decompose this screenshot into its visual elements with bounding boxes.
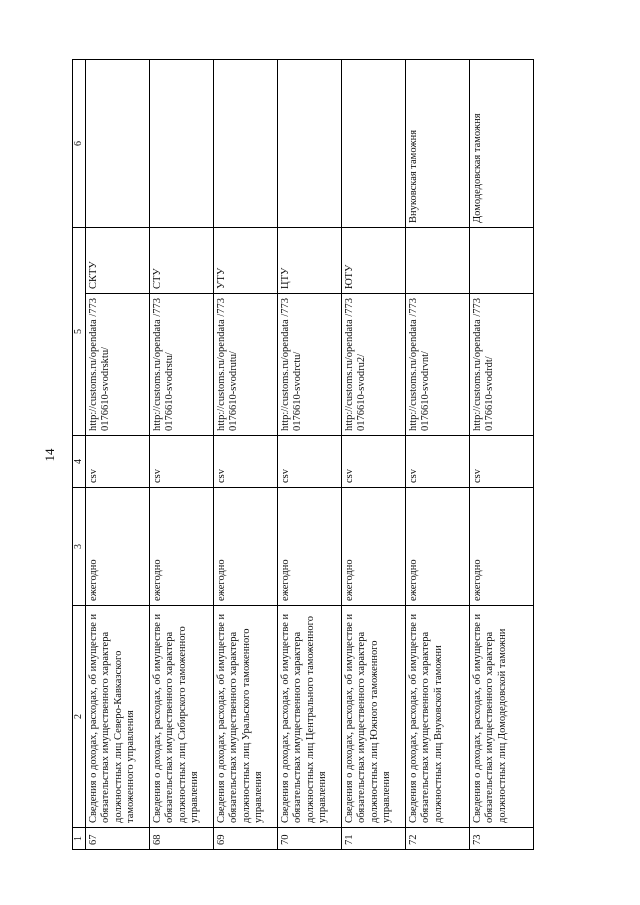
dataset-link[interactable]: http://customs.ru/opendata /7730176610-svodrctu/ xyxy=(278,294,342,436)
department-abbr: ЦТУ xyxy=(278,228,342,294)
row-number: 72 xyxy=(406,828,470,850)
table-row xyxy=(278,60,342,850)
data-format: csv xyxy=(86,436,150,488)
page-number: 14 xyxy=(42,448,57,462)
landscape-page xyxy=(42,60,562,850)
dataset-link[interactable]: http://customs.ru/opendata /7730176610-svodrdt/ xyxy=(470,294,534,436)
data-format: csv xyxy=(470,436,534,488)
department-abbr: ЮТУ xyxy=(342,228,406,294)
dataset-name: Сведения о доходах, расходах, об имуществе и обязательствах имущественного характера должностных лиц Сибирского таможенного управления xyxy=(150,606,214,828)
row-number: 69 xyxy=(214,828,278,850)
row-number: 71 xyxy=(342,828,406,850)
column-number: 2 xyxy=(73,606,86,828)
update-period: ежегодно xyxy=(86,488,150,606)
department-abbr: СТУ xyxy=(150,228,214,294)
column-number: 5 xyxy=(73,228,86,436)
department-abbr xyxy=(406,228,470,294)
data-format: csv xyxy=(214,436,278,488)
update-period: ежегодно xyxy=(470,488,534,606)
update-period: ежегодно xyxy=(342,488,406,606)
row-number: 67 xyxy=(86,828,150,850)
dataset-name: Сведения о доходах, расходах, об имуществе и обязательствах имущественного характера должностных лиц Уральского таможенного управления xyxy=(214,606,278,828)
row-number: 68 xyxy=(150,828,214,850)
dataset-name: Сведения о доходах, расходах, об имуществе и обязательствах имущественного характера должностных лиц Домодедовской таможни xyxy=(470,606,534,828)
update-period: ежегодно xyxy=(406,488,470,606)
dataset-link[interactable]: http://customs.ru/opendata /7730176610-svodrutu/ xyxy=(214,294,278,436)
column-number: 6 xyxy=(73,60,86,228)
update-period: ежегодно xyxy=(150,488,214,606)
dataset-name: Сведения о доходах, расходах, об имуществе и обязательствах имущественного характера должностных лиц Северо-Кавказского таможенного управления xyxy=(86,606,150,828)
table-row xyxy=(214,60,278,850)
column-number: 3 xyxy=(73,488,86,606)
table-row xyxy=(470,60,534,850)
table-row xyxy=(342,60,406,850)
table-row xyxy=(406,60,470,850)
responsible-owner xyxy=(278,60,342,228)
rotated-page xyxy=(42,60,562,850)
responsible-owner xyxy=(342,60,406,228)
table-row xyxy=(150,60,214,850)
open-data-table xyxy=(72,59,534,850)
data-format: csv xyxy=(150,436,214,488)
update-period: ежегодно xyxy=(214,488,278,606)
responsible-owner: Внуковская таможня xyxy=(406,60,470,228)
table-row xyxy=(86,60,150,850)
department-abbr: СКТУ xyxy=(86,228,150,294)
dataset-name: Сведения о доходах, расходах, об имуществе и обязательствах имущественного характера должностных лиц Центрального таможенного управления xyxy=(278,606,342,828)
department-abbr: УТУ xyxy=(214,228,278,294)
dataset-link[interactable]: http://customs.ru/opendata /7730176610-svodrvnt/ xyxy=(406,294,470,436)
responsible-owner xyxy=(214,60,278,228)
data-format: csv xyxy=(342,436,406,488)
dataset-name: Сведения о доходах, расходах, об имуществе и обязательствах имущественного характера должностных лиц Южного таможенного управления xyxy=(342,606,406,828)
dataset-link[interactable]: http://customs.ru/opendata /7730176610-svodrsktu/ xyxy=(86,294,150,436)
row-number: 70 xyxy=(278,828,342,850)
data-format: csv xyxy=(406,436,470,488)
column-number: 4 xyxy=(73,436,86,488)
update-period: ежегодно xyxy=(278,488,342,606)
responsible-owner xyxy=(86,60,150,228)
dataset-name: Сведения о доходах, расходах, об имуществе и обязательствах имущественного характера должностных лиц Внуковской таможни xyxy=(406,606,470,828)
column-number: 1 xyxy=(73,828,86,850)
responsible-owner: Домодедовская таможня xyxy=(470,60,534,228)
department-abbr xyxy=(470,228,534,294)
row-number: 73 xyxy=(470,828,534,850)
data-format: csv xyxy=(278,436,342,488)
dataset-link[interactable]: http://customs.ru/opendata /7730176610-svodru2/ xyxy=(342,294,406,436)
responsible-owner xyxy=(150,60,214,228)
dataset-link[interactable]: http://customs.ru/opendata /7730176610-svodrstu/ xyxy=(150,294,214,436)
column-number-row xyxy=(73,60,86,850)
